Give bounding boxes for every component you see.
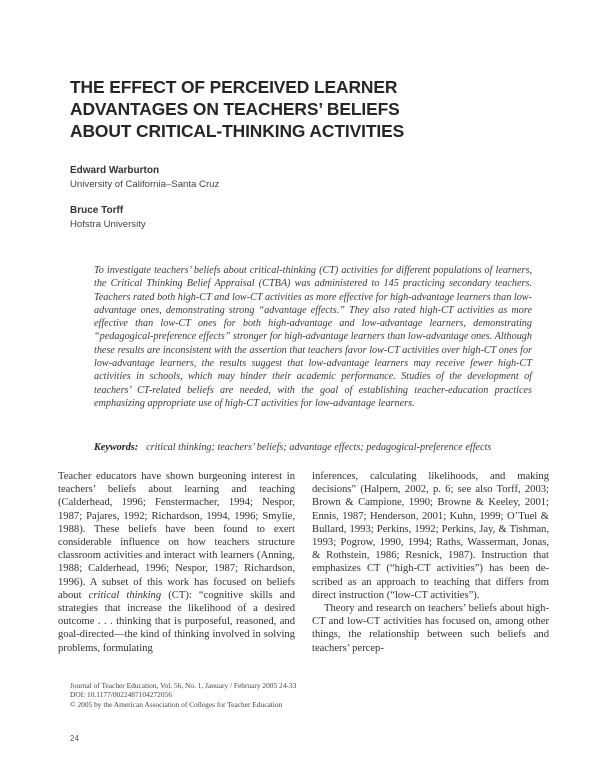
author-name: Bruce Torff: [70, 205, 124, 216]
author-affiliation: University of California–Santa Cruz: [70, 179, 220, 190]
body-text: Teacher educators have shown burgeoning interest in teachers’ beliefs about learning and teaching (Calderhead, 1996; Fenstermacher, 1994; Nespor, 1987; Pajares, 1992; Richardson, 1994, 1996; Smylie, 1988). These beliefs have been found to exert considerable influence on how teachers structure classroom activities and interact with learners (Anning, 1988; Calderhead, 1996; Nespor, 1987; Richardson, 1996). A subset of this work has focused on beliefs about: [58, 471, 295, 601]
copyright: © 2005 by the American Association of Colleges for Teacher Education: [70, 699, 283, 709]
body-column-right: [312, 470, 549, 655]
keywords-label: Keywords:: [94, 442, 139, 453]
author-affiliation: Hofstra University: [70, 219, 146, 230]
title-line: ABOUT CRITICAL-THINKING ACTIVITIES: [70, 121, 405, 141]
emphasis-term: critical thinking: [88, 589, 162, 601]
journal-citation: Journal of Teacher Education, Vol. 56, No. 1, January / February 2005 24-33: [70, 681, 297, 690]
keywords-list: critical thinking; teachers’ beliefs; advantage effects; pedagogical-preference effects: [146, 442, 492, 453]
body-text: (CT): “cognitive skills and strategies that increase the likelihood of a desired outcome . . . thinking that is purposeful, reasoned, and goal-directed—the kind of thinking involved in solving problems, formulating: [58, 589, 295, 654]
publication-footnote: [70, 681, 370, 709]
body-paragraph: [58, 470, 295, 655]
article-title: [70, 76, 530, 142]
author-name: Edward Warburton: [70, 165, 160, 176]
title-line: THE EFFECT OF PERCEIVED LEARNER: [70, 77, 398, 97]
body-column-left: [58, 470, 295, 655]
body-paragraph: Theory and research on teachers’ beliefs about high-CT and low-CT activities has focused on, among other things, the relationship between such beliefs and teachers’ percep-: [312, 603, 549, 654]
body-paragraph: inferences, calculating likelihoods, and making decisions” (Halpern, 2002, p. 6; see also Torff, 2003; Brown & Campione, 1990; Browne & Keeley, 2001; Ennis, 1987; Henderson, 2001; Kuhn, 1999; O’Tuel & Bullard, 1993; Perkins, 1992; Perkins, Jay, & Tishman, 1993; Pogrow, 1990, 1994; Raths, Wasserman, Jonas, & Rothstein, 1986; Resnick, 1987). Instruction that emphasizes CT (“high-CT activities”) has been described as an approach to teaching that differs from direct instruction (“low-CT activities”).: [312, 471, 549, 601]
page-number: 24: [70, 734, 79, 743]
title-line: ADVANTAGES ON TEACHERS’ BELIEFS: [70, 99, 400, 119]
abstract-text: To investigate teachers’ beliefs about critical-thinking (CT) activities for different populations of learners, the Critical Thinking Belief Appraisal (CTBA) was administered to 145 practicing secondary teachers. Teachers rated both high-CT and low-CT activities as more effective for high-advantage learners than low-advantage ones, demonstrating strong “advantage effects.” They also rated high-CT activities as more effective than low-CT ones for both high-advantage and low-advantage learners, demonstrating “pedagogical-preference effects” stronger for high-advantage learners than low-advantage ones. Although these results are inconsistent with the assertion that teachers favor low-CT activities over high-CT ones for low-advantage learners, the results suggest that low-advantage learners may receive fewer high-CT activities in schools, which may hinder their academic performance. Studies of the development of teachers’ CT-related beliefs are needed, with the goal of establishing teacher-education practices emphasizing appropriate use of high-CT activities for low-advantage learners.: [94, 265, 532, 409]
doi: DOI: 10.1177/0022487104272056: [70, 690, 172, 700]
keywords: [94, 442, 554, 453]
abstract: [94, 264, 532, 410]
